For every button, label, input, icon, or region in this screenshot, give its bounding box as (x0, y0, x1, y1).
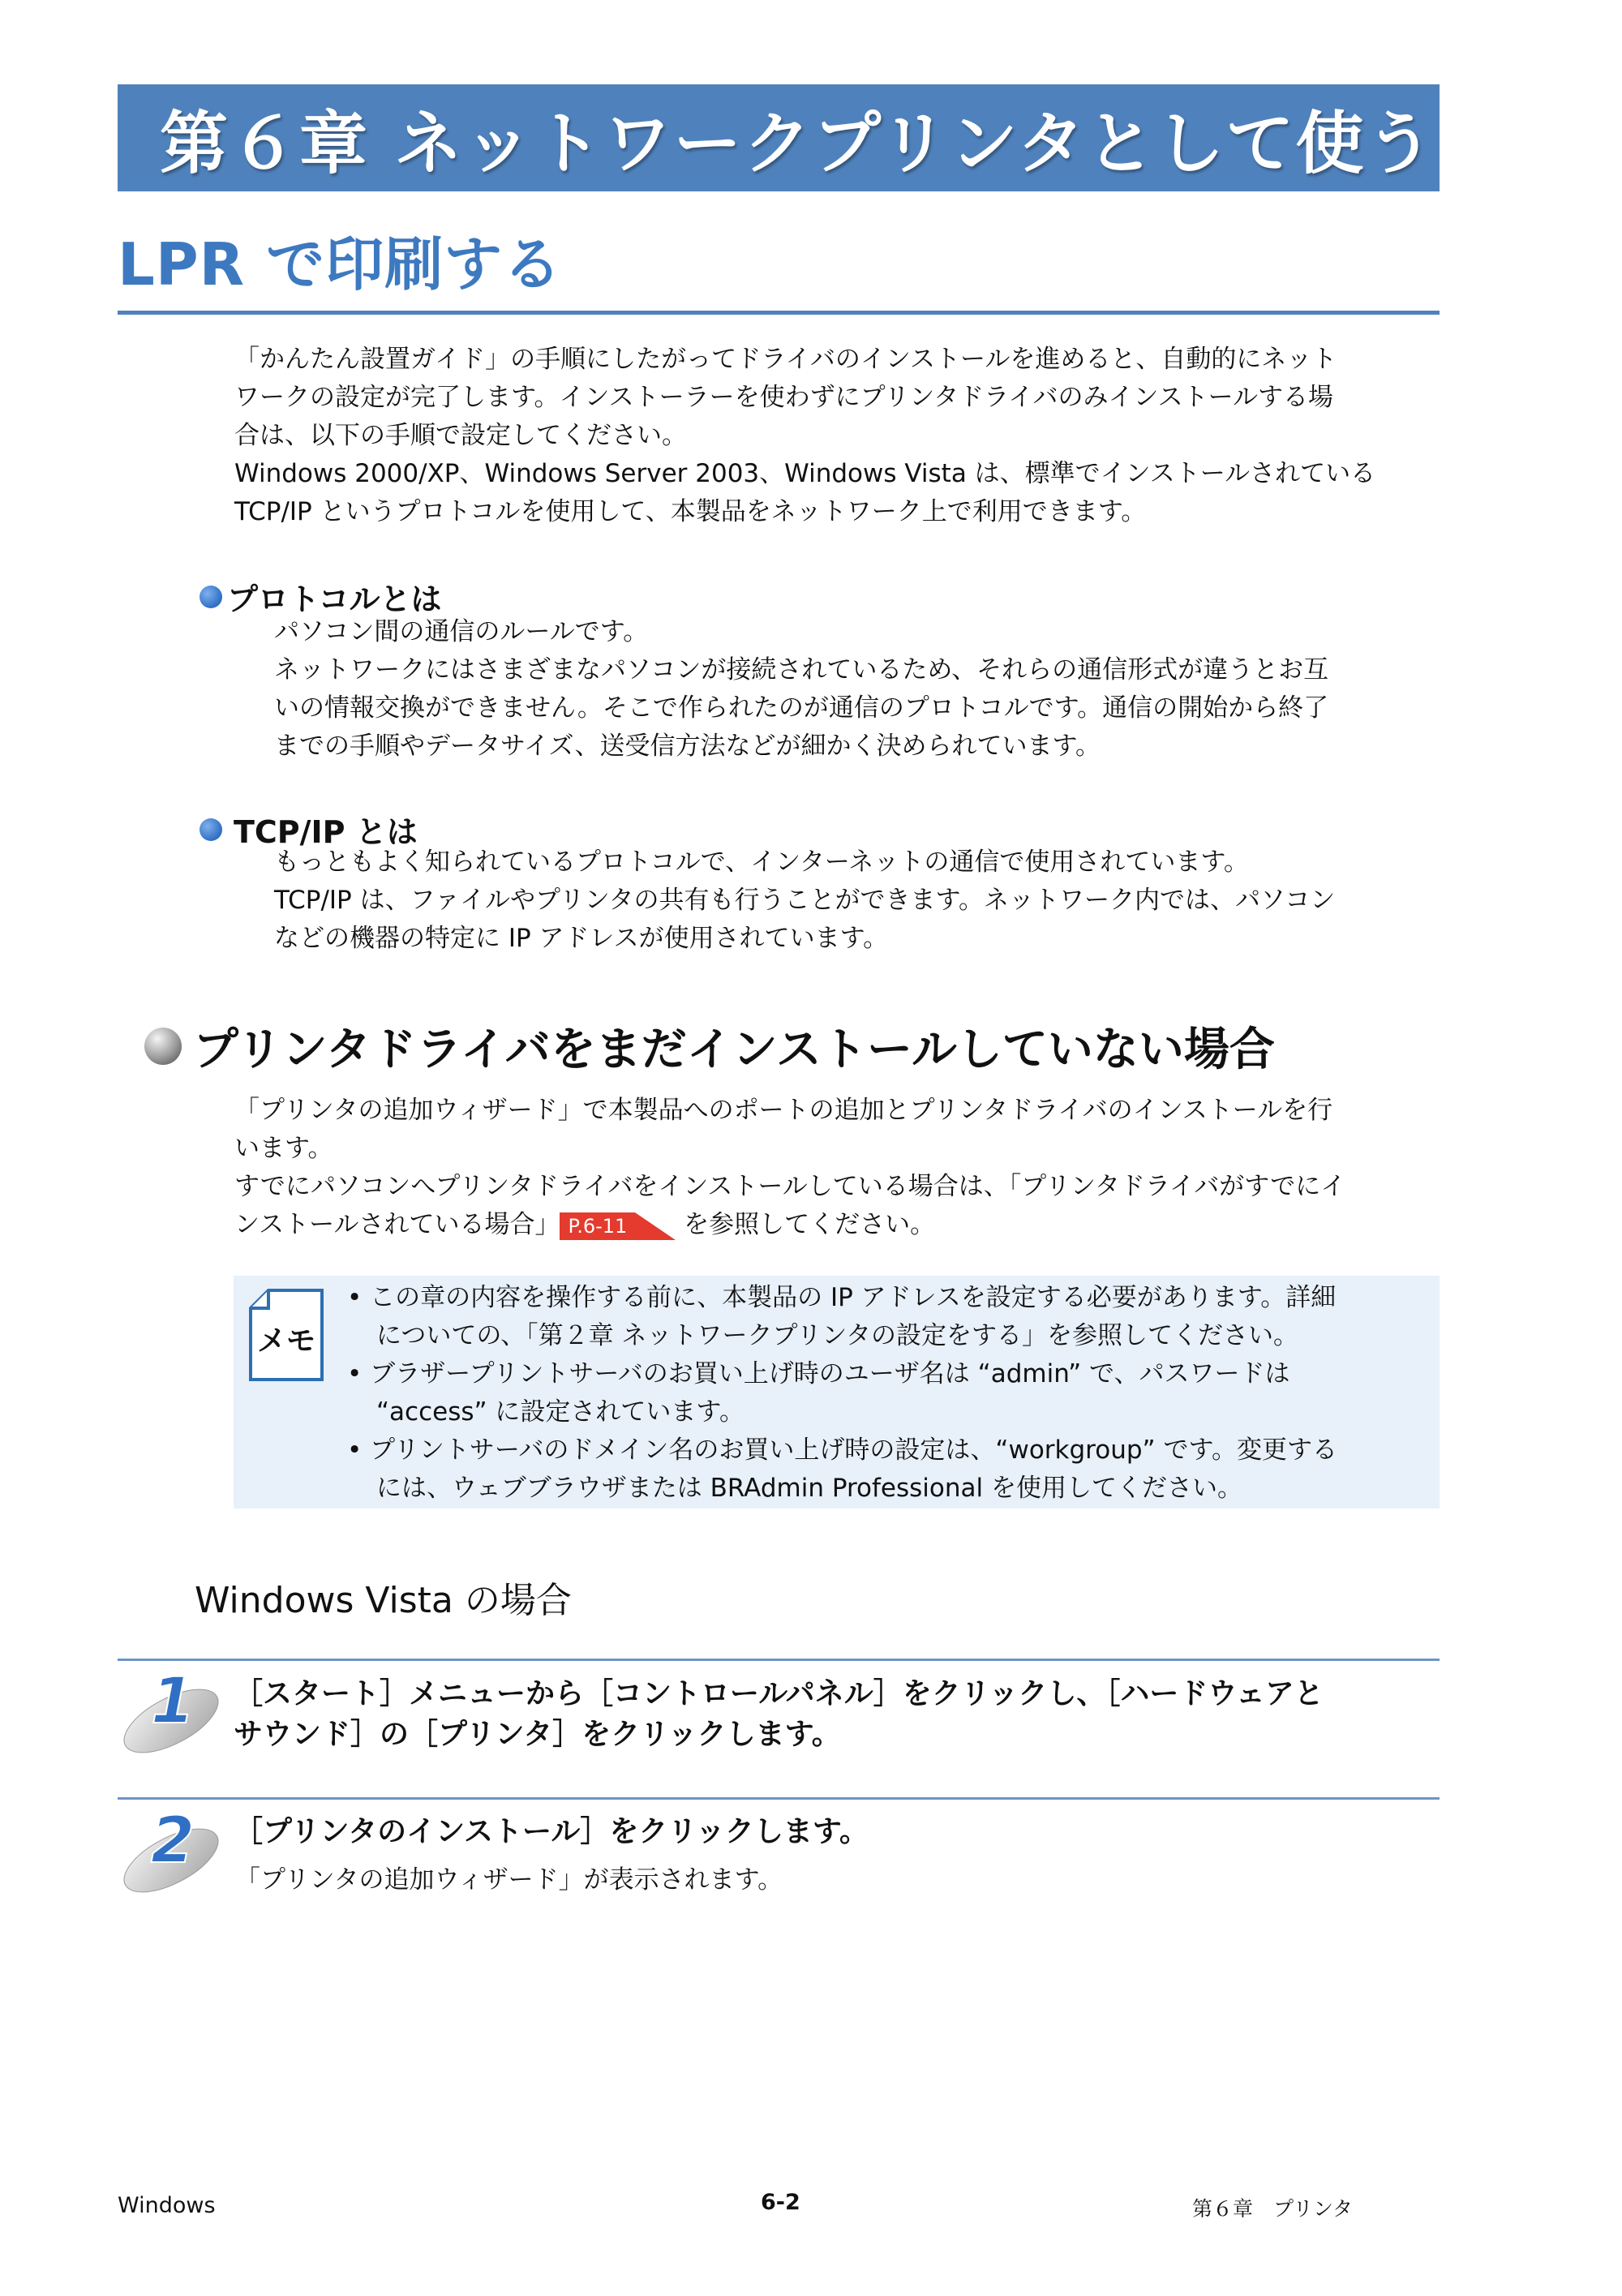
memo-line: • ブラザープリントサーバのお買い上げ時のユーザ名は “admin” で、パスワードは (347, 1359, 1290, 1388)
no-driver-line-text: を参照してください。 (676, 1210, 936, 1239)
memo-line: “access” に設定されています。 (376, 1397, 744, 1427)
protocol-line: パソコン間の通信のルールです。 (274, 617, 649, 646)
section-title: LPR で印刷する (118, 230, 563, 298)
memo-line: についての、「第２章 ネットワークプリンタの設定をする」を参照してください。 (376, 1321, 1299, 1350)
step-number: 2 (150, 1805, 195, 1878)
step-2-note: 「プリンタの追加ウィザード」が表示されます。 (235, 1865, 783, 1895)
page-reference-link[interactable]: P.6-11 (560, 1212, 635, 1240)
step-number: 1 (150, 1665, 195, 1738)
protocol-heading (200, 574, 441, 619)
tcpip-line: TCP/IP は、ファイルやプリンタの共有も行うことができます。ネットワーク内では、パソコン (274, 886, 1336, 915)
memo-text (347, 1279, 1337, 1508)
step-line: ［スタート］メニューから［コントロールパネル］をクリックし、［ハードウェアと (234, 1677, 1324, 1710)
memo-line: には、ウェブブラウザまたは BRAdmin Professional を使用してください。 (376, 1474, 1242, 1503)
memo-line: • この章の内容を操作する前に、本製品の IP アドレスを設定する必要があります。詳細 (347, 1283, 1337, 1312)
no-driver-line-text: ンストールされている場合」 (234, 1210, 560, 1239)
memo-icon-label: メモ (256, 1324, 316, 1358)
protocol-line: までの手順やデータサイズ、送受信方法などが細かく決められています。 (274, 732, 1101, 761)
step-line: サウンド］の［プリンタ］をクリックします。 (234, 1718, 841, 1751)
tcpip-line: などの機器の特定に IP アドレスが使用されています。 (274, 924, 889, 953)
windows-vista-heading: Windows Vista の場合 (195, 1580, 572, 1621)
memo-note-icon (247, 1287, 325, 1383)
page-number: 6-2 (761, 2190, 800, 2215)
step-number-1-icon (116, 1663, 238, 1756)
bullet-dot-icon (200, 818, 222, 841)
protocol-line: いの情報交換ができません。そこで作られたのが通信のプロトコルです。通信の開始から終了 (274, 693, 1329, 723)
no-driver-line (234, 1206, 1345, 1244)
chapter-title: 第６章 ネットワークプリンタとして使う (160, 103, 1435, 183)
memo-line: • プリントサーバのドメイン名のお買い上げ時の設定は、“workgroup” です。変更する (347, 1436, 1337, 1465)
step-divider (118, 1797, 1440, 1800)
no-driver-line: すでにパソコンへプリンタドライバをインストールしている場合は、「プリンタドライバがすでにイ (234, 1172, 1346, 1201)
step-2-instruction (234, 1812, 869, 1852)
tcpip-heading-label: TCP/IP とは (234, 814, 418, 850)
protocol-heading-label: プロトコルとは (227, 582, 442, 617)
intro-line: 「かんたん設置ガイド」の手順にしたがってドライバのインストールを進めると、自動的にネット (234, 345, 1337, 374)
intro-paragraph (234, 341, 1375, 531)
no-driver-heading (144, 1014, 1275, 1079)
step-line: ［プリンタのインストール］をクリックします。 (234, 1815, 869, 1848)
tcpip-description (274, 843, 1335, 958)
reference-arrow-icon (635, 1212, 676, 1240)
no-driver-heading-label: プリンタドライバをまだインストールしていない場合 (193, 1024, 1275, 1076)
protocol-line: ネットワークにはさまざまなパソコンが接続されているため、それらの通信形式が違うとお互 (274, 655, 1329, 685)
section-divider (118, 311, 1440, 315)
no-driver-line: 「プリンタの追加ウィザード」で本製品へのポートの追加とプリンタドライバのインストールを行 (234, 1096, 1333, 1125)
intro-line: 合は、以下の手順で設定してください。 (234, 421, 687, 450)
step-divider (118, 1659, 1440, 1661)
no-driver-line: います。 (234, 1134, 333, 1163)
protocol-description (274, 613, 1328, 766)
bullet-dot-icon (200, 586, 222, 608)
intro-line: TCP/IP というプロトコルを使用して、本製品をネットワーク上で利用できます。 (234, 497, 1147, 526)
footer-left: Windows (118, 2193, 216, 2218)
intro-line: Windows 2000/XP、Windows Server 2003、Windows Vista は、標準でインストールされている (234, 459, 1376, 488)
chapter-banner (118, 84, 1440, 191)
step-number-2-icon (116, 1802, 238, 1895)
intro-line: ワークの設定が完了します。インストーラーを使わずにプリンタドライバのみインストールする場 (234, 383, 1334, 412)
no-driver-paragraph (234, 1092, 1345, 1244)
footer-right: 第６章 プリンタ (1192, 2197, 1354, 2221)
tcpip-line: もっともよく知られているプロトコルで、インターネットの通信で使用されています。 (274, 848, 1249, 877)
sphere-bullet-icon (144, 1028, 182, 1065)
step-1-instruction (234, 1674, 1324, 1755)
